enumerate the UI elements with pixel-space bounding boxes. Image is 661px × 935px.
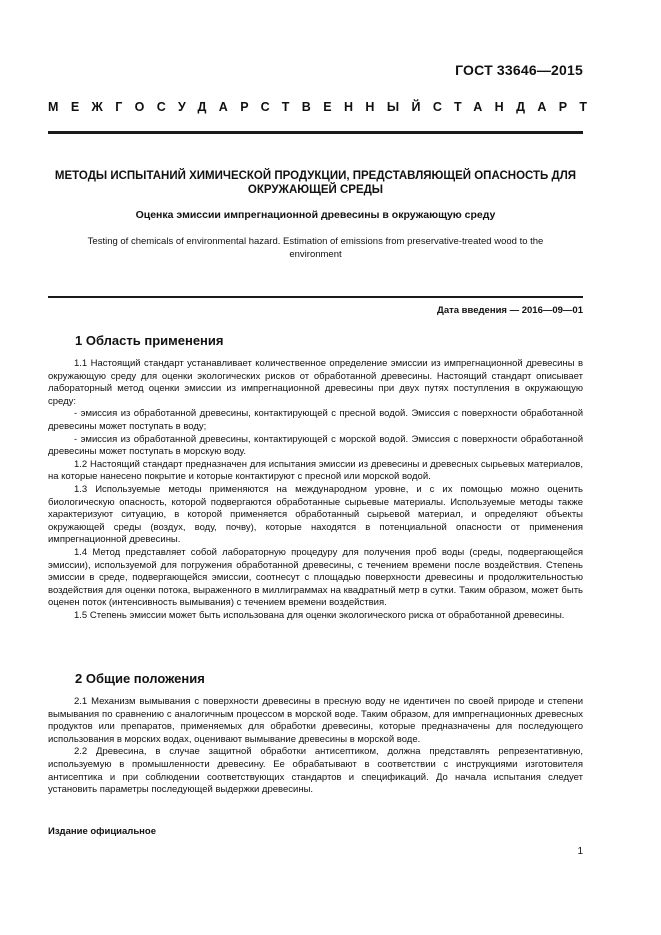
section-2-body — [48, 696, 583, 797]
paragraph: - эмиссия из обработанной древесины, контактирующей с пресной водой. Эмиссия с поверхности обработанной древесины может поступать в воду; — [48, 408, 583, 432]
paragraph: 1.3 Используемые методы применяются на международном уровне, и с их помощью можно оценить биологическую опасность, которой подвергаются обработанные сырьевые материалы. Используемые методы также характеризуют ситуацию, в которой применяется обработанный сырьевой материал, и определяют объекты окружающей среды (воздух, воду, почву), которые находятся в потенциальной опасности от применения импрегнационной древесины. — [48, 483, 583, 546]
publication-note: Издание официальное — [48, 826, 156, 837]
page-number: 1 — [577, 846, 583, 857]
section-1-heading: 1 Область применения — [75, 333, 224, 348]
paragraph: 1.4 Метод представляет собой лабораторную процедуру для получения проб воды (среды, подвергающейся эмиссии), используемой для погружения обработанной древесины, с течением времени после воздействия. Степень эмиссии в среде, подвергающейся эмиссии, соотнесут с площадью поверхности древесины и продолжительностью воздействия для оценки потока, выраженного в миллиграммах на квадратный метр в сутки. Таким образом, может быть оценен поток (интенсивность вымывания) с течением времени воздействия. — [48, 546, 583, 609]
document-subtitle: Оценка эмиссии импрегнационной древесины в окружающую среду — [135, 209, 496, 221]
section-2-heading: 2 Общие положения — [75, 671, 205, 686]
interstate-standard-banner — [48, 100, 600, 114]
header-divider — [48, 131, 583, 134]
paragraph: 1.5 Степень эмиссии может быть использована для оценки экологического риска от обработанной древесины. — [74, 609, 565, 621]
paragraph: 1.2 Настоящий стандарт предназначен для испытания эмиссии из древесины и древесных сырьевых материалов, на которые нанесено покрытие и которые контактируют с пресной или морской водой. — [48, 458, 583, 483]
title-divider — [48, 296, 583, 298]
paragraph: - эмиссия из обработанной древесины, контактирующей с морской водой. Эмиссия с поверхности обработанной древесины может поступать в морскую воду. — [48, 433, 583, 458]
paragraph: 2.1 Механизм вымывания с поверхности древесины в пресную воду не идентичен по своей природе и степени вымывания по сравнению с аналогичным процессом в морской воде. Таким образом, для импрегнационных древесных продуктов или препаратов, применяемых для обработки древесины, которые предназначены для последующего использования в морских водах, оценивают вымывание древесины в морской воде. — [48, 696, 583, 745]
paragraph: 2.2 Древесина, в случае защитной обработки антисептиком, должна представлять репрезентативную, используемую в промышленности древесину. Ее обрабатывают в соответствии с инструкциями изготовителя антисептика и при соблюдении соответствующих стандартов и спецификаций. До начала испытания следует установить параметры последующей выдержки древесины. — [48, 746, 583, 796]
standard-word: СТАНДАРТ — [432, 100, 600, 114]
section-1-body — [48, 358, 583, 622]
paragraph: 1.1 Настоящий стандарт устанавливает количественное определение эмиссии из импрегнационной древесины в окружающую среду для оценки экологических рисков от обработанной древесины. Настоящий стандарт описывает лабораторный метод оценки эмиссии из импрегнационной древесины при двух путях поступления в окружающую среду: — [48, 358, 583, 407]
document-title: МЕТОДЫ ИСПЫТАНИЙ ХИМИЧЕСКОЙ ПРОДУКЦИИ, ПРЕДСТАВЛЯЮЩЕЙ ОПАСНОСТЬ ДЛЯ ОКРУЖАЮЩЕЙ СРЕДЫ — [54, 170, 577, 196]
interstate-word: МЕЖГОСУДАРСТВЕННЫЙ — [48, 100, 433, 114]
english-title: Testing of chemicals of environmental hazard. Estimation of emissions from preservative-treated wood to the environment — [87, 236, 544, 260]
gost-number: ГОСТ 33646—2015 — [455, 62, 583, 78]
date-introduced: Дата введения — 2016—09—01 — [437, 305, 583, 316]
